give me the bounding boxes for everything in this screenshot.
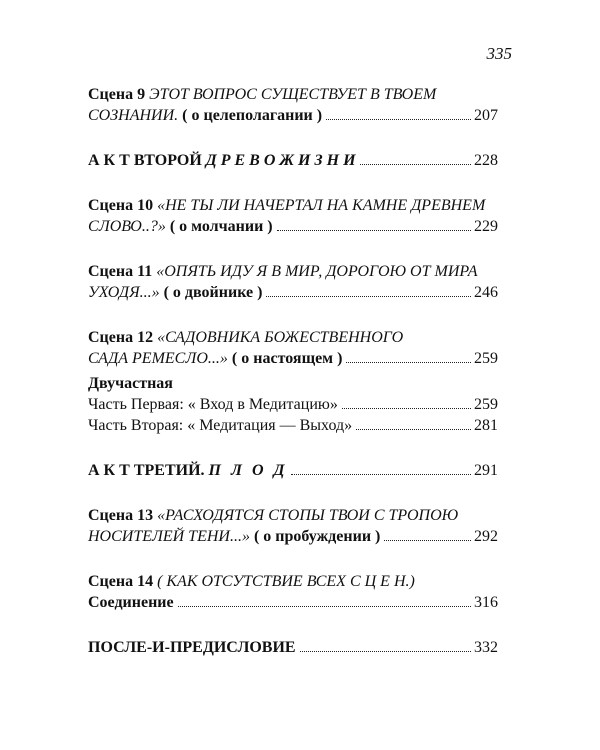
page-ref: 229 [474,218,498,235]
toc-entry-scene-14 [88,571,498,613]
scene-topic: ( о молчании ) [169,218,273,235]
scene-title: «НЕ ТЫ ЛИ НАЧЕРТАЛ НА КАМНЕ ДРЕВНЕМ [157,197,486,214]
scene-label: Сцена 9 [88,86,146,103]
leader-dots [277,230,471,231]
page-ref: 316 [474,594,498,611]
subsection-heading: Двучастная [88,375,173,392]
toc-entry-scene-13 [88,505,498,547]
scene-title: «ОПЯТЬ ИДУ Я В МИР, ДОРОГОЮ ОТ МИРА [156,263,478,280]
page-number: 335 [486,44,512,63]
leader-dots [300,651,471,652]
act-label: А К Т ТРЕТИЙ. [88,462,205,479]
toc-entry-scene-10 [88,195,498,237]
toc-entry-two-part [88,373,498,436]
scene-title-continued: НОСИТЕЛЕЙ ТЕНИ...» [88,528,250,545]
scene-title: ЭТОТ ВОПРОС СУЩЕСТВУЕТ В ТВОЕМ [149,86,437,103]
toc-entry-scene-12 [88,327,498,369]
page-ref: 292 [474,528,498,545]
scene-label: Сцена 14 [88,573,154,590]
afterword-label: ПОСЛЕ-И-ПРЕДИСЛОВИЕ [88,639,296,656]
scene-title-continued: СОЗНАНИИ. [88,107,179,124]
scene-title: «РАСХОДЯТСЯ СТОПЫ ТВОИ С ТРОПОЮ [157,507,459,524]
toc-entry-scene-11 [88,261,498,303]
leader-dots [326,119,471,120]
scene-label: Сцена 13 [88,507,154,524]
toc-entry-act-three [88,460,498,481]
scene-title-continued: САДА РЕМЕСЛО...» [88,350,228,367]
leader-dots [346,362,471,363]
scene-label: Сцена 11 [88,263,153,280]
page-ref: 228 [474,152,498,169]
leader-dots [360,164,471,165]
page-ref: 281 [474,417,498,434]
page-ref: 332 [474,639,498,656]
page-ref: 291 [474,462,498,479]
act-title: П Л О Д [208,462,288,479]
act-label: А К Т ВТОРОЙ [88,152,202,169]
scene-topic: ( о пробуждении ) [253,528,381,545]
scene-topic: ( о настоящем ) [231,350,343,367]
act-title: Д Р Е В О Ж И З Н И [205,152,356,169]
page-ref: 259 [474,350,498,367]
leader-dots [384,540,471,541]
toc-entry-act-two [88,150,498,171]
scene-topic: ( о двойнике ) [163,284,263,301]
leader-dots [342,408,471,409]
leader-dots [266,296,471,297]
scene-title: ( КАК ОТСУТСТВИЕ ВСЕХ С Ц Е Н.) [157,573,415,590]
scene-title: «САДОВНИКА БОЖЕСТВЕННОГО [157,329,404,346]
table-of-contents [88,84,498,658]
leader-dots [356,429,471,430]
scene-title-continued: СЛОВО..?» [88,218,166,235]
leader-dots [178,606,471,607]
scene-title-continued: УХОДЯ...» [88,284,160,301]
scene-label: Сцена 12 [88,329,154,346]
toc-entry-afterword [88,637,498,658]
part-two-label: Часть Вторая: « Медитация — Выход» [88,417,353,434]
page-ref: 259 [474,396,498,413]
leader-dots [291,474,471,475]
page-ref: 246 [474,284,498,301]
toc-entry-scene-9 [88,84,498,126]
scene-label: Сцена 10 [88,197,154,214]
part-one-label: Часть Первая: « Вход в Медитацию» [88,396,338,413]
scene-topic: ( о целеполагании ) [182,107,323,124]
page-ref: 207 [474,107,498,124]
scene-sublabel: Соединение [88,594,174,611]
